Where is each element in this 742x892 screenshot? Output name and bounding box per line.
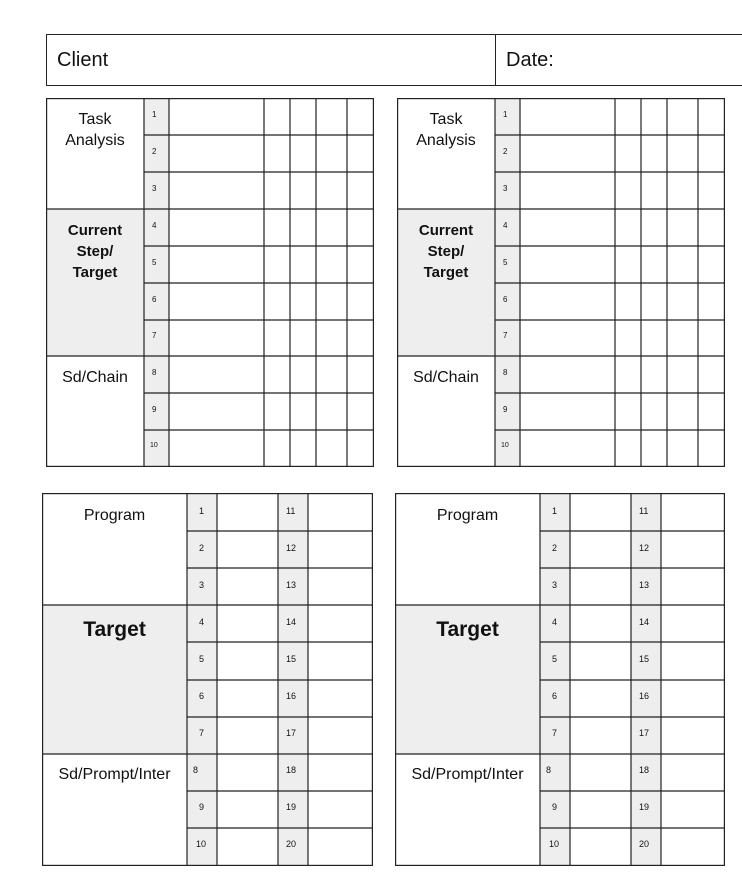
row-number: 5 [199,654,205,664]
row-number: 7 [152,331,157,340]
task-analysis-label [397,110,495,152]
row-number: 16 [286,691,297,701]
target-label: Target [436,618,499,641]
row-number: 5 [552,654,558,664]
client-label: Client [57,49,109,71]
row-number: 1 [503,110,508,119]
row-number: 7 [199,728,205,738]
program-grid-left [42,493,373,866]
program-grid-right [395,493,725,866]
row-number: 8 [193,765,199,775]
sd-prompt-inter-label: Sd/Prompt/Inter [58,766,171,783]
row-number: 3 [552,580,558,590]
row-number: 1 [152,110,157,119]
row-number: 16 [639,691,650,701]
row-number: 17 [286,728,297,738]
row-number: 18 [639,765,650,775]
row-number: 2 [503,147,508,156]
row-number: 3 [152,184,157,193]
row-number: 2 [152,147,157,156]
date-field[interactable] [496,35,742,85]
row-number: 13 [286,580,297,590]
label-line: Task [78,111,112,128]
row-number: 3 [503,184,508,193]
program-label: Program [83,507,146,524]
row-number: 1 [199,506,205,516]
row-number: 11 [639,506,649,516]
row-number: 15 [639,654,650,664]
row-number: 5 [152,258,157,267]
row-number: 8 [503,368,508,377]
row-number: 6 [503,295,508,304]
row-number: 19 [639,802,650,812]
row-number: 8 [546,765,552,775]
row-number: 3 [199,580,205,590]
row-number: 18 [286,765,297,775]
label-line: Step/ [76,243,114,260]
row-number: 4 [199,617,205,627]
task-analysis-label [46,110,144,152]
label-line: Target [72,264,118,281]
task-analysis-grid-left [46,98,374,467]
current-step-target-label [397,220,495,283]
label-line: Target [423,264,469,281]
row-number: 15 [286,654,297,664]
row-number: 13 [639,580,650,590]
row-number: 7 [503,331,508,340]
row-number: 4 [552,617,558,627]
row-number: 14 [639,617,650,627]
row-number: 20 [286,839,297,849]
row-number: 9 [503,405,508,414]
sd-chain-label: Sd/Chain [413,369,479,386]
program-label: Program [436,507,499,524]
row-number: 19 [286,802,297,812]
row-number: 6 [199,691,205,701]
current-step-target-label [46,220,144,283]
row-number: 5 [503,258,508,267]
row-number: 6 [552,691,558,701]
row-number: 14 [286,617,297,627]
row-number: 10 [549,839,560,849]
program-grid-lines [42,493,373,866]
label-line: Analysis [416,131,476,149]
header-row [46,34,742,86]
target-label: Target [83,618,146,641]
label-line: Current [67,222,123,239]
row-number: 11 [286,506,296,516]
row-number: 12 [639,543,650,553]
row-number: 2 [552,543,558,553]
row-number: 2 [199,543,205,553]
label-line: Task [429,111,463,128]
row-number: 12 [286,543,297,553]
sd-prompt-inter-label: Sd/Prompt/Inter [411,766,524,783]
row-number: 9 [152,405,157,414]
row-number: 10 [196,839,207,849]
row-number: 10 [150,442,158,449]
row-number: 9 [199,802,205,812]
task-analysis-grid-right [397,98,725,467]
row-number: 4 [152,221,157,230]
label-line: Analysis [65,131,125,149]
label-line: Step/ [427,243,465,260]
row-number: 17 [639,728,650,738]
row-number: 8 [152,368,157,377]
date-label: Date: [506,49,554,71]
row-number: 1 [552,506,558,516]
row-number: 4 [503,221,508,230]
client-field[interactable] [47,35,496,85]
row-number: 9 [552,802,558,812]
row-number: 10 [501,442,509,449]
row-number: 6 [152,295,157,304]
program-grid-lines [395,493,725,866]
label-line: Current [418,222,474,239]
row-number: 7 [552,728,558,738]
sd-chain-label: Sd/Chain [62,369,128,386]
row-number: 20 [639,839,650,849]
